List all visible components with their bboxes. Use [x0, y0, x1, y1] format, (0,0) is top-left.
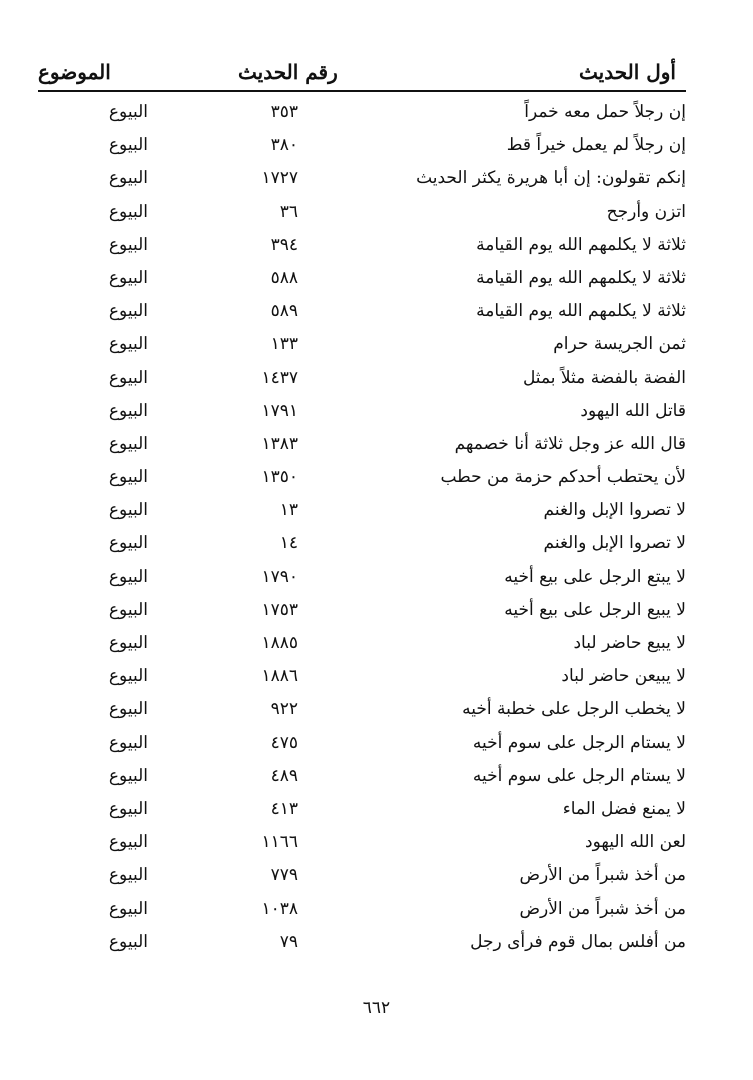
hadith-first-words: ثلاثة لا يكلمهم الله يوم القيامة — [476, 301, 686, 322]
hadith-topic: البيوع — [108, 765, 148, 786]
hadith-first-words: لا يبيعن حاضر لباد — [561, 666, 686, 687]
hadith-first-words: من أخذ شبراً من الأرض — [519, 898, 686, 919]
hadith-topic: البيوع — [108, 732, 148, 753]
hadith-number: ١٠٣٨ — [261, 898, 298, 919]
hadith-topic: البيوع — [108, 267, 148, 288]
table-row — [0, 793, 753, 826]
table-row — [0, 494, 753, 527]
table-row — [0, 893, 753, 926]
hadith-first-words: لا يستام الرجل على سوم أخيه — [472, 765, 686, 786]
hadith-first-words: قاتل الله اليهود — [580, 400, 686, 421]
table-row — [0, 196, 753, 229]
table-row — [0, 461, 753, 494]
hadith-topic: البيوع — [108, 334, 148, 355]
hadith-first-words: لعن الله اليهود — [585, 832, 686, 853]
header-first-words: أول الحديث — [579, 60, 676, 84]
hadith-first-words: لا يخطب الرجل على خطبة أخيه — [462, 699, 686, 720]
hadith-number: ٥٨٩ — [270, 301, 298, 322]
hadith-topic: البيوع — [108, 467, 148, 488]
hadith-number: ٣٦ — [279, 201, 298, 222]
hadith-number: ١٧٩١ — [261, 400, 298, 421]
hadith-first-words: لا تصروا الإبل والغنم — [543, 533, 686, 554]
hadith-first-words: إنكم تقولون: إن أبا هريرة يكثر الحديث — [416, 168, 686, 189]
hadith-first-words: قال الله عز وجل ثلاثة أنا خصمهم — [454, 433, 686, 454]
table-row — [0, 727, 753, 760]
hadith-first-words: إن رجلاً حمل معه خمراً — [524, 102, 686, 122]
hadith-number: ٧٩ — [279, 931, 298, 952]
hadith-topic: البيوع — [108, 832, 148, 853]
hadith-number: ٩٢٢ — [270, 699, 298, 720]
hadith-topic: البيوع — [108, 633, 148, 653]
hadith-topic: البيوع — [108, 931, 148, 952]
hadith-topic: البيوع — [108, 400, 148, 421]
hadith-number: ١٣ — [279, 500, 298, 521]
hadith-number: ١٨٨٦ — [261, 666, 298, 687]
hadith-topic: البيوع — [108, 898, 148, 919]
table-row — [0, 527, 753, 560]
hadith-number: ٣٨٠ — [270, 135, 298, 156]
hadith-topic: البيوع — [108, 500, 148, 521]
table-header — [38, 56, 686, 92]
hadith-number: ٤٨٩ — [270, 765, 298, 786]
table-row — [0, 162, 753, 195]
hadith-number: ١٣٣ — [270, 334, 298, 355]
table-row — [0, 295, 753, 328]
hadith-first-words: اتزن وأرجح — [606, 201, 686, 222]
hadith-first-words: ثلاثة لا يكلمهم الله يوم القيامة — [476, 267, 686, 288]
table-body — [0, 96, 753, 959]
hadith-topic: البيوع — [108, 666, 148, 687]
table-row — [0, 129, 753, 162]
table-row — [0, 561, 753, 594]
hadith-first-words: لا يستام الرجل على سوم أخيه — [472, 732, 686, 753]
hadith-topic: البيوع — [108, 102, 148, 122]
hadith-topic: البيوع — [108, 798, 148, 819]
hadith-number: ١٤٣٧ — [261, 367, 298, 388]
header-topic: الموضوع — [38, 60, 111, 84]
hadith-first-words: إن رجلاً لم يعمل خيراً قط — [506, 135, 686, 156]
hadith-number: ١١٦٦ — [261, 832, 298, 853]
hadith-number: ٧٧٩ — [270, 865, 298, 886]
hadith-first-words: لا تصروا الإبل والغنم — [543, 500, 686, 521]
hadith-number: ٤١٣ — [270, 798, 298, 819]
table-row — [0, 229, 753, 262]
hadith-number: ٤٧٥ — [270, 732, 298, 753]
header-hadith-number: رقم الحديث — [238, 60, 338, 84]
hadith-topic: البيوع — [108, 168, 148, 189]
hadith-number: ١٧٥٣ — [261, 599, 298, 620]
hadith-topic: البيوع — [108, 433, 148, 454]
hadith-topic: البيوع — [108, 201, 148, 222]
hadith-first-words: ثلاثة لا يكلمهم الله يوم القيامة — [476, 234, 686, 255]
table-row — [0, 826, 753, 859]
table-row — [0, 760, 753, 793]
hadith-topic: البيوع — [108, 533, 148, 554]
hadith-topic: البيوع — [108, 135, 148, 156]
hadith-number: ١٧٢٧ — [261, 168, 298, 189]
hadith-number: ١٧٩٠ — [261, 566, 298, 587]
table-row — [0, 96, 753, 129]
table-row — [0, 594, 753, 627]
hadith-first-words: لا يبيع الرجل على بيع أخيه — [504, 599, 686, 620]
hadith-topic: البيوع — [108, 234, 148, 255]
hadith-number: ١٤ — [279, 533, 298, 554]
table-row — [0, 362, 753, 395]
table-row — [0, 693, 753, 726]
hadith-number: ٣٥٣ — [270, 102, 298, 122]
hadith-first-words: لا يمنع فضل الماء — [562, 798, 686, 819]
table-row — [0, 660, 753, 693]
hadith-topic: البيوع — [108, 301, 148, 322]
hadith-topic: البيوع — [108, 599, 148, 620]
table-row — [0, 926, 753, 959]
hadith-number: ١٨٨٥ — [261, 633, 298, 653]
hadith-first-words: من أفلس بمال قوم فرأى رجل — [470, 931, 686, 952]
hadith-first-words: الفضة بالفضة مثلاً بمثل — [522, 367, 686, 388]
hadith-first-words: ثمن الجريسة حرام — [553, 334, 686, 355]
table-row — [0, 627, 753, 660]
table-row — [0, 328, 753, 361]
hadith-first-words: لأن يحتطب أحدكم حزمة من حطب — [440, 467, 686, 488]
hadith-first-words: من أخذ شبراً من الأرض — [519, 865, 686, 886]
hadith-first-words: لا يبيع حاضر لباد — [573, 633, 686, 653]
table-row — [0, 262, 753, 295]
hadith-first-words: لا يبتع الرجل على بيع أخيه — [504, 566, 686, 587]
table-row — [0, 859, 753, 892]
table-row — [0, 395, 753, 428]
hadith-topic: البيوع — [108, 367, 148, 388]
hadith-number: ١٣٨٣ — [261, 433, 298, 454]
hadith-number: ١٣٥٠ — [261, 467, 298, 488]
hadith-topic: البيوع — [108, 566, 148, 587]
hadith-topic: البيوع — [108, 699, 148, 720]
hadith-number: ٥٨٨ — [270, 267, 298, 288]
hadith-number: ٣٩٤ — [270, 234, 298, 255]
page-number: ٦٦٢ — [362, 998, 391, 1018]
hadith-topic: البيوع — [108, 865, 148, 886]
table-row — [0, 428, 753, 461]
